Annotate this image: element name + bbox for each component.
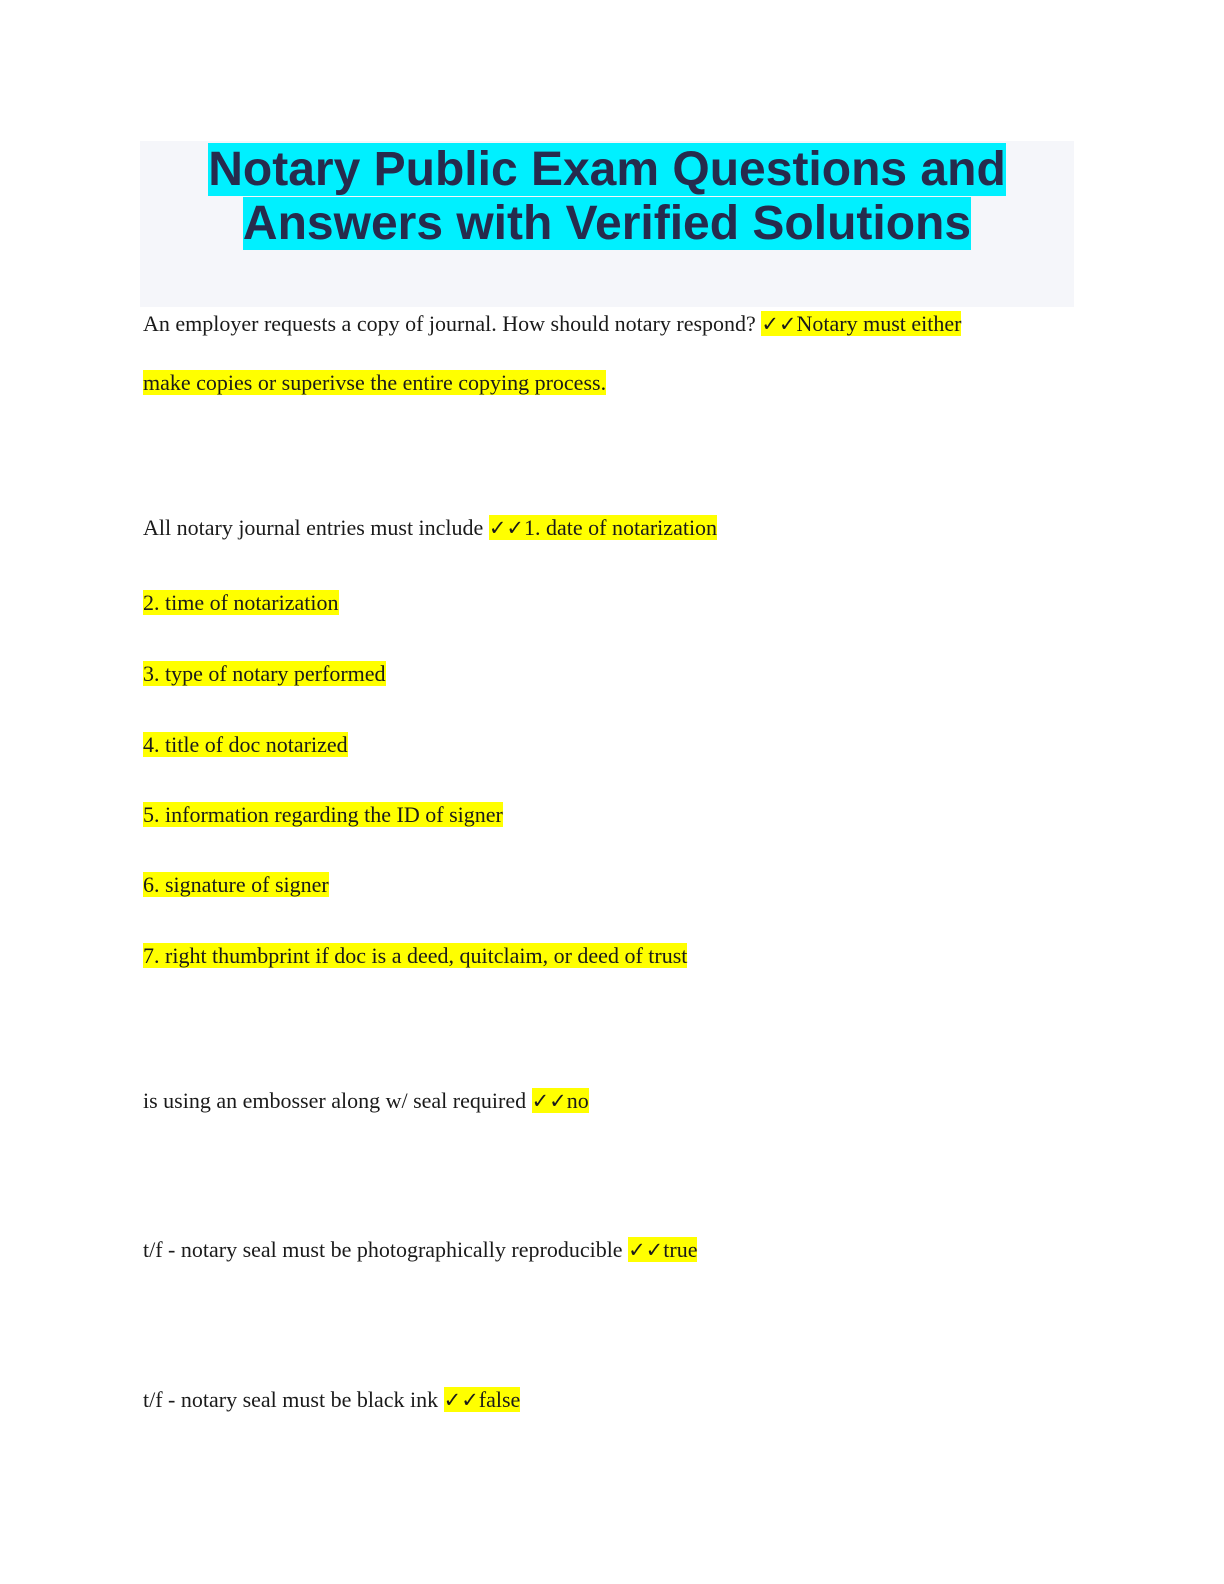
question-5 [143, 1387, 520, 1413]
list-item-text: 5. information regarding the ID of signer [143, 802, 503, 827]
question-text: t/f - notary seal must be black ink [143, 1387, 444, 1412]
question-2 [143, 515, 717, 541]
answer-text: Notary must either [796, 311, 962, 336]
check-mark-icon: ✓✓ [531, 1089, 567, 1113]
title-box [140, 141, 1074, 307]
answer-text: 1. date of notarization [524, 515, 718, 540]
answer-text: make copies or superivse the entire copying process. [143, 370, 607, 395]
answer-text: false [478, 1387, 521, 1412]
answer-1-continuation [143, 370, 606, 396]
question-3 [143, 1088, 589, 1114]
list-item [143, 943, 687, 969]
question-text: An employer requests a copy of journal. How should notary respond? [143, 311, 762, 336]
answer-text: no [566, 1088, 589, 1113]
check-mark-icon: ✓✓ [628, 1238, 664, 1262]
answer-highlight [628, 1237, 697, 1262]
list-item [143, 802, 503, 828]
list-item [143, 661, 386, 687]
list-item-text: 4. title of doc notarized [143, 732, 348, 757]
list-item-text: 2. time of notarization [143, 590, 339, 615]
answer-highlight [761, 311, 961, 336]
title-line-1: Notary Public Exam Questions and [208, 143, 1006, 196]
answer-highlight [444, 1387, 521, 1412]
question-1 [143, 311, 961, 337]
question-text: t/f - notary seal must be photographically reproducible [143, 1237, 629, 1262]
list-item [143, 590, 339, 616]
question-text: All notary journal entries must include [143, 515, 489, 540]
check-mark-icon: ✓✓ [488, 516, 525, 540]
question-text: is using an embosser along w/ seal required [143, 1088, 532, 1113]
list-item-text: 7. right thumbprint if doc is a deed, quitclaim, or deed of trust [143, 943, 688, 968]
page-title [140, 141, 1074, 251]
list-item [143, 732, 348, 758]
list-item-text: 6. signature of signer [143, 872, 329, 897]
answer-highlight [489, 515, 717, 540]
list-item [143, 872, 329, 898]
list-item-text: 3. type of notary performed [143, 661, 386, 686]
check-mark-icon: ✓✓ [761, 312, 797, 336]
answer-text: true [663, 1237, 698, 1262]
answer-highlight [532, 1088, 589, 1113]
question-4 [143, 1237, 697, 1263]
title-line-2: Answers with Verified Solutions [242, 197, 972, 250]
check-mark-icon: ✓✓ [443, 1388, 479, 1412]
